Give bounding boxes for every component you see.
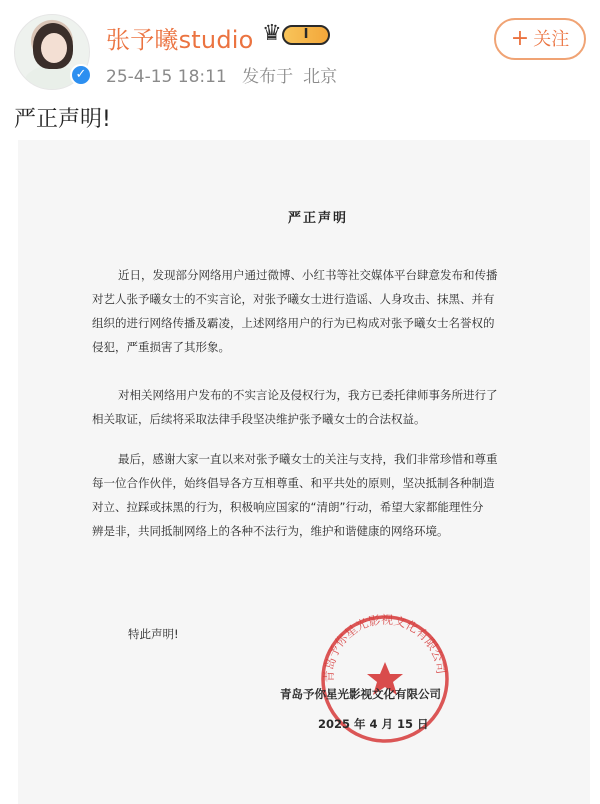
document-title: 严正声明 xyxy=(288,211,349,226)
doc-line: 近日，发现部分网络用户通过微博、小红书等社交媒体平台肆意发布和传播 xyxy=(118,268,498,282)
post-header xyxy=(0,0,600,96)
username[interactable]: 张予曦studio xyxy=(106,26,254,54)
doc-line: 最后，感谢大家一直以来对张予曦女士的关注与支持，我们非常珍惜和尊重 xyxy=(118,452,498,466)
avatar-face xyxy=(41,33,67,63)
doc-line: 相关取证，后续将采取法律手段坚决维护张予曦女士的合法权益。 xyxy=(92,412,426,426)
paragraph-2 xyxy=(92,383,532,431)
follow-button[interactable] xyxy=(494,18,586,60)
company-name: 青岛予你星光影视文化有限公司 xyxy=(280,687,441,701)
doc-line: 组织的进行网络传播及霸凌，上述网络用户的行为已构成对张予曦女士名誉权的 xyxy=(92,316,495,330)
doc-line: 对相关网络用户发布的不实言论及侵权行为，我方已委托律师事务所进行了 xyxy=(118,388,498,402)
doc-line: 对立、拉踩或抹黑的行为，积极响应国家的“清朗”行动，希望大家都能理性分 xyxy=(92,500,484,514)
paragraph-3 xyxy=(92,447,532,543)
timestamp: 25-4-15 18:11 xyxy=(106,67,227,87)
post-meta xyxy=(106,62,347,87)
post-text: 严正声明! xyxy=(14,107,111,132)
seal-text: 青岛予你星光影视文化有限公司 xyxy=(321,612,449,683)
closing-line: 特此声明! xyxy=(128,627,179,641)
location-prefix: 发布于 xyxy=(242,67,294,87)
doc-line: 每一位合作伙伴，始终倡导各方互相尊重、和平共处的原则，坚决抵制各种制造 xyxy=(92,476,495,490)
follow-label: 关注 xyxy=(533,29,570,50)
vip-badge[interactable] xyxy=(262,22,332,48)
crown-icon: ♛ xyxy=(262,21,282,46)
paragraph-1 xyxy=(92,263,532,359)
statement-image[interactable] xyxy=(18,140,590,804)
doc-line: 侵犯，严重损害了其形象。 xyxy=(92,340,230,354)
verified-check-icon: ✓ xyxy=(70,64,92,86)
doc-line: 对艺人张予曦女士的不实言论，对张予曦女士进行造谣、人身攻击、抹黑、并有 xyxy=(92,292,495,306)
doc-line: 辨是非，共同抵制网络上的各种不法行为，维护和谐健康的网络环境。 xyxy=(92,524,449,538)
plus-icon: + xyxy=(510,26,530,51)
location: 北京 xyxy=(303,67,338,87)
vip-level: I xyxy=(282,25,330,45)
document-date: 2025 年 4 月 15 日 xyxy=(318,717,429,731)
